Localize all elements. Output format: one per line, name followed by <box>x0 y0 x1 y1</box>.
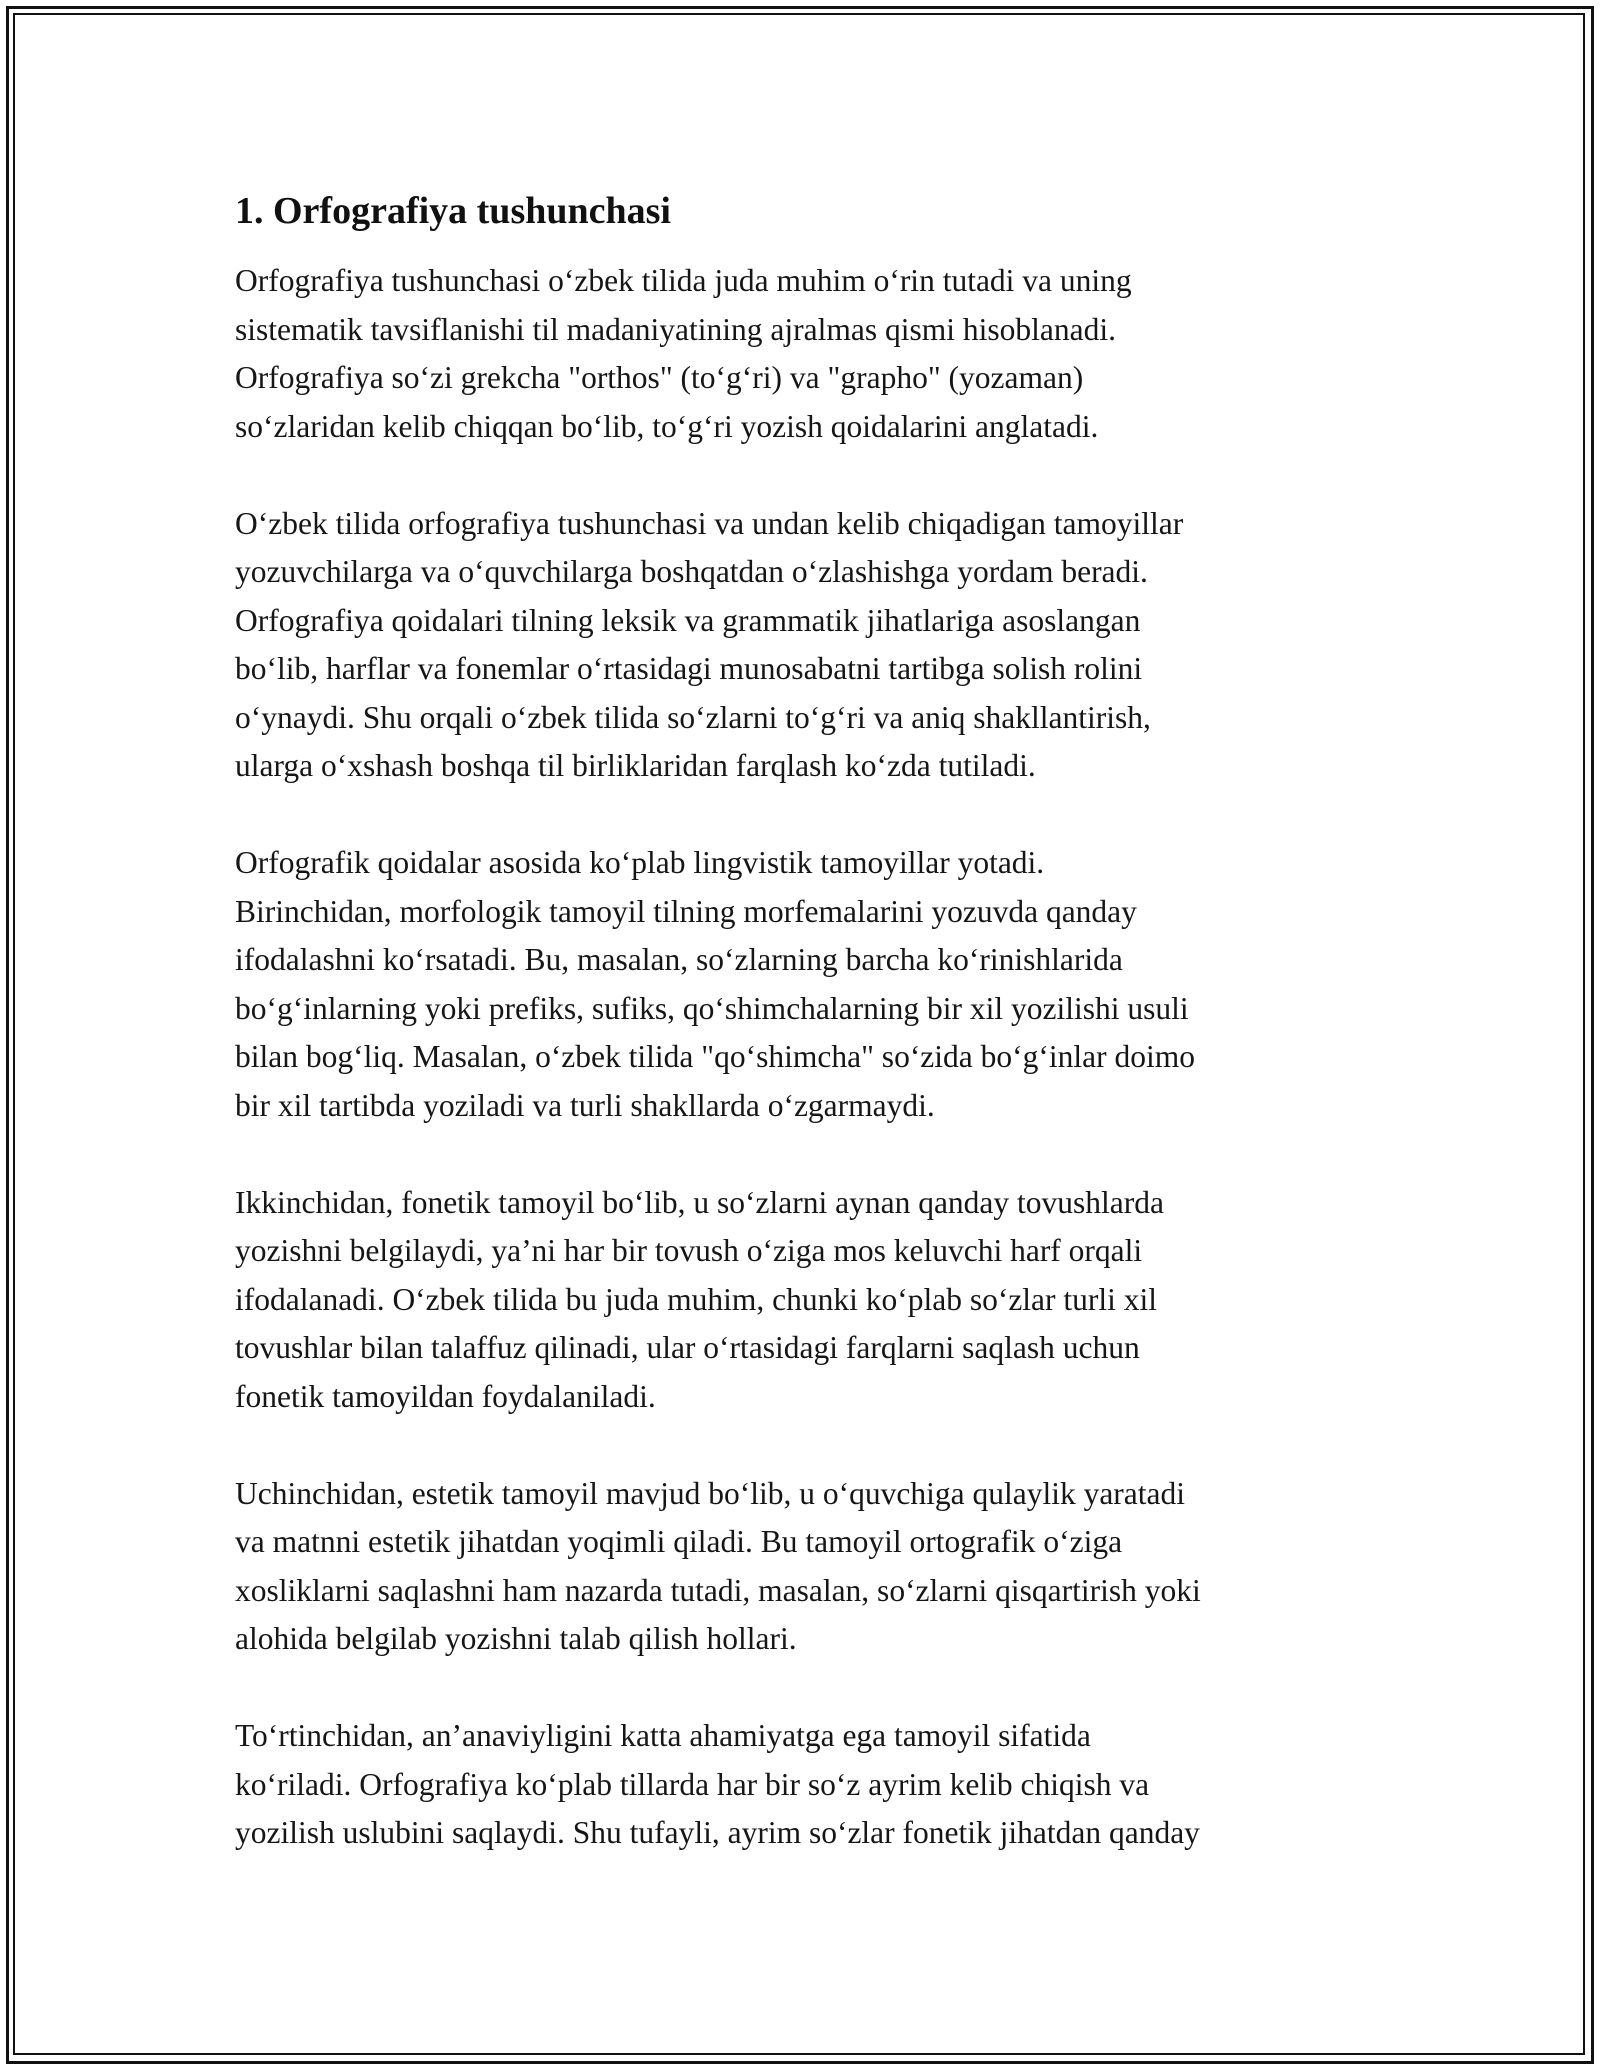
paragraph <box>235 1470 1375 1664</box>
paragraph-list <box>235 257 1375 1858</box>
text-line: tovushlar bilan talaffuz qilinadi, ular o‘rtasidagi farqlarni saqlash uchun <box>235 1330 1140 1365</box>
paragraph <box>235 839 1375 1130</box>
section-heading: 1. Orfografiya tushunchasi <box>235 190 671 232</box>
text-line: bilan bog‘liq. Masalan, o‘zbek tilida "qo‘shimcha" so‘zida bo‘g‘inlar doimo <box>235 1039 1195 1074</box>
paragraph <box>235 1712 1375 1858</box>
text-line: Orfografik qoidalar asosida ko‘plab lingvistik tamoyillar yotadi. <box>235 845 1045 880</box>
text-line: bo‘g‘inlarning yoki prefiks, sufiks, qo‘shimchalarning bir xil yozilishi usuli <box>235 990 1189 1026</box>
text-line: Uchinchidan, estetik tamoyil mavjud bo‘lib, u o‘quvchiga qulaylik yaratadi <box>235 1475 1186 1511</box>
text-line: Ikkinchidan, fonetik tamoyil bo‘lib, u so‘zlarni aynan qanday tovushlarda <box>235 1184 1165 1220</box>
paragraph <box>235 500 1375 791</box>
text-line: sistematik tavsiflanishi til madaniyatining ajralmas qismi hisoblanadi. <box>235 311 1116 347</box>
text-line: To‘rtinchidan, an’anaviyligini katta ahamiyatga ega tamoyil sifatida <box>235 1718 1091 1753</box>
text-line: fonetik tamoyildan foydalaniladi. <box>235 1378 656 1414</box>
document-body <box>235 187 1375 1906</box>
text-line: Birinchidan, morfologik tamoyil tilning morfemalarini yozuvda qanday <box>235 893 1137 929</box>
text-line: Orfografiya so‘zi grekcha "orthos" (to‘g‘ri) va "grapho" (yozaman) <box>235 360 1084 395</box>
text-line: ularga o‘xshash boshqa til birliklaridan farqlash ko‘zda tutiladi. <box>235 748 1036 783</box>
text-line: bir xil tartibda yoziladi va turli shakllarda o‘zgarmaydi. <box>235 1087 935 1123</box>
text-line: yozishni belgilaydi, ya’ni har bir tovush o‘ziga mos keluvchi harf orqali <box>235 1233 1143 1268</box>
text-line: yozuvchilarga va o‘quvchilarga boshqatdan o‘zlashishga yordam beradi. <box>235 554 1148 589</box>
text-line: alohida belgilab yozishni talab qilish hollari. <box>235 1621 797 1656</box>
text-line: bo‘lib, harflar va fonemlar o‘rtasidagi munosabatni tartibga solish rolini <box>235 651 1143 686</box>
text-line: ko‘riladi. Orfografiya ko‘plab tillarda har bir so‘z ayrim kelib chiqish va <box>235 1766 1150 1802</box>
text-line: xosliklarni saqlashni ham nazarda tutadi, masalan, so‘zlarni qisqartirish yoki <box>235 1572 1201 1608</box>
text-line: ifodalanadi. O‘zbek tilida bu juda muhim, chunki ko‘plab so‘zlar turli xil <box>235 1281 1158 1317</box>
text-line: Orfografiya tushunchasi o‘zbek tilida juda muhim o‘rin tutadi va uning <box>235 263 1132 298</box>
paragraph <box>235 1179 1375 1422</box>
text-line: so‘zlaridan kelib chiqqan bo‘lib, to‘g‘ri yozish qoidalarini anglatadi. <box>235 408 1099 444</box>
text-line: O‘zbek tilida orfografiya tushunchasi va undan kelib chiqadigan tamoyillar <box>235 505 1184 541</box>
text-line: va matnni estetik jihatdan yoqimli qiladi. Bu tamoyil ortografik o‘ziga <box>235 1524 1123 1559</box>
paragraph <box>235 257 1375 451</box>
text-line: o‘ynaydi. Shu orqali o‘zbek tilida so‘zlarni to‘g‘ri va aniq shakllantirish, <box>235 699 1151 735</box>
text-line: yozilish uslubini saqlaydi. Shu tufayli, ayrim so‘zlar fonetik jihatdan qanday <box>235 1815 1200 1850</box>
text-line: Orfografiya qoidalari tilning leksik va grammatik jihatlariga asoslangan <box>235 602 1141 638</box>
text-line: ifodalashni ko‘rsatadi. Bu, masalan, so‘zlarning barcha ko‘rinishlarida <box>235 942 1123 977</box>
